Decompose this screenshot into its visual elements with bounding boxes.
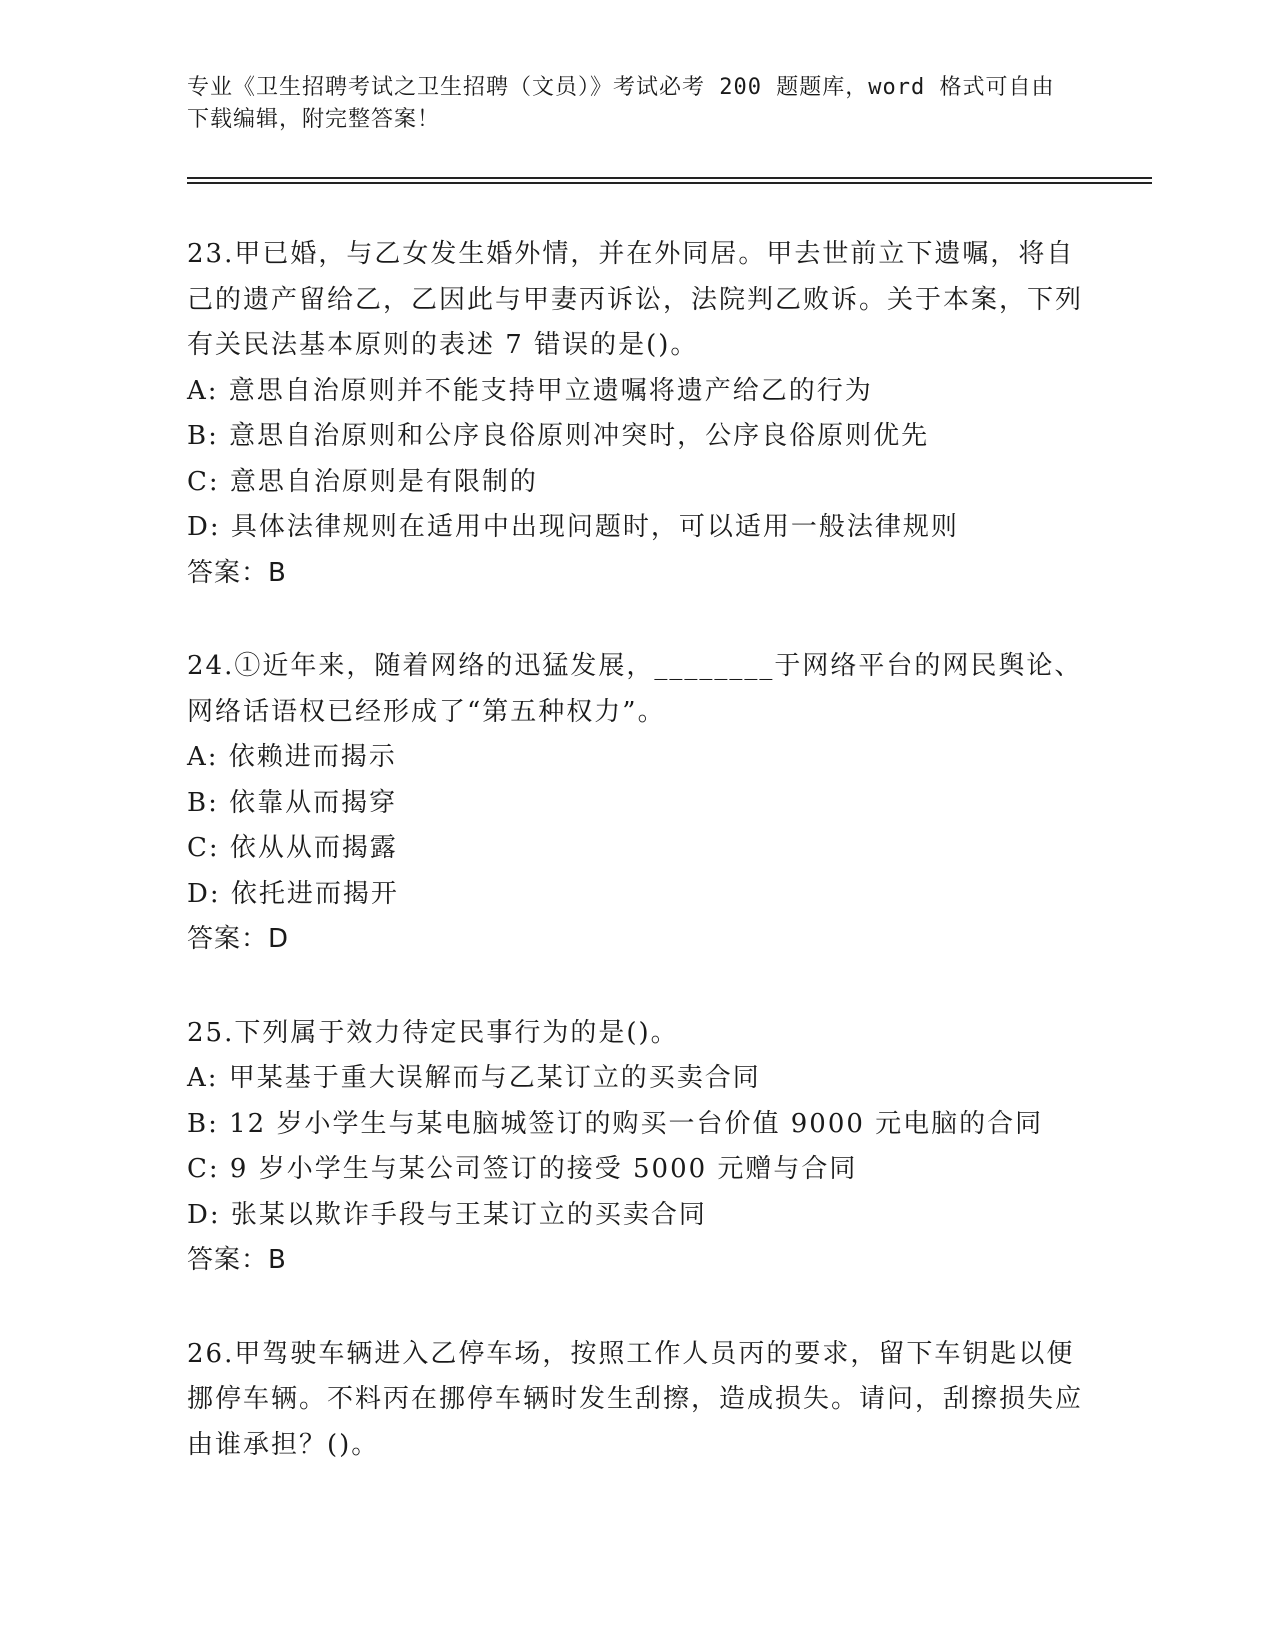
option-a: A: 依赖进而揭示 [187, 742, 397, 772]
option-b: B: 12 岁小学生与某电脑城签订的购买一台价值 9000 元电脑的合同 [187, 1108, 1044, 1139]
answer-label: 答案：B [187, 1245, 287, 1275]
option-b: B: 意思自治原则和公序良俗原则冲突时，公序良俗原则优先 [187, 421, 930, 451]
question-26 [187, 1332, 1087, 1469]
option-c: C: 意思自治原则是有限制的 [187, 466, 538, 497]
question-list [187, 232, 1087, 1516]
question-text: 24.①近年来，随着网络的迅猛发展，________于网络平台的网民舆论、网络话语权已经形成了“第五种权力”。 [187, 651, 1083, 727]
question-text: 25.下列属于效力待定民事行为的是()。 [187, 1017, 679, 1048]
header-divider-bottom [187, 182, 1152, 184]
header-intro-text: 专业《卫生招聘考试之卫生招聘（文员）》考试必考 200 题题库，word 格式可自由下载编辑，附完整答案！ [187, 75, 1055, 132]
question-text: 26.甲驾驶车辆进入乙停车场，按照工作人员丙的要求，留下车钥匙以便挪停车辆。不料丙在挪停车辆时发生刮擦，造成损失。请问，刮擦损失应由谁承担？()。 [187, 1338, 1084, 1460]
option-b: B: 依靠从而揭穿 [187, 787, 398, 818]
option-d: D: 张某以欺诈手段与王某订立的买卖合同 [187, 1199, 707, 1230]
question-text: 23.甲已婚，与乙女发生婚外情，并在外同居。甲去世前立下遗嘱，将自己的遗产留给乙，乙因此与甲妻丙诉讼，法院判乙败诉。关于本案，下列有关民法基本原则的表述 7 错误的是()。 [187, 239, 1084, 360]
option-d: D: 具体法律规则在适用中出现问题时，可以适用一般法律规则 [187, 512, 959, 542]
document-header [187, 72, 1067, 136]
option-a: A: 甲某基于重大误解而与乙某订立的买卖合同 [187, 1063, 761, 1093]
option-c: C: 依从从而揭露 [187, 833, 398, 863]
question-24 [187, 644, 1087, 963]
option-d: D: 依托进而揭开 [187, 878, 399, 909]
answer-label: 答案：D [187, 924, 290, 954]
answer-label: 答案：B [187, 557, 287, 588]
question-23 [187, 232, 1087, 596]
question-25 [187, 1011, 1087, 1284]
option-c: C: 9 岁小学生与某公司签订的接受 5000 元赠与合同 [187, 1154, 858, 1184]
header-divider-top [187, 177, 1152, 179]
option-a: A: 意思自治原则并不能支持甲立遗嘱将遗产给乙的行为 [187, 375, 873, 406]
